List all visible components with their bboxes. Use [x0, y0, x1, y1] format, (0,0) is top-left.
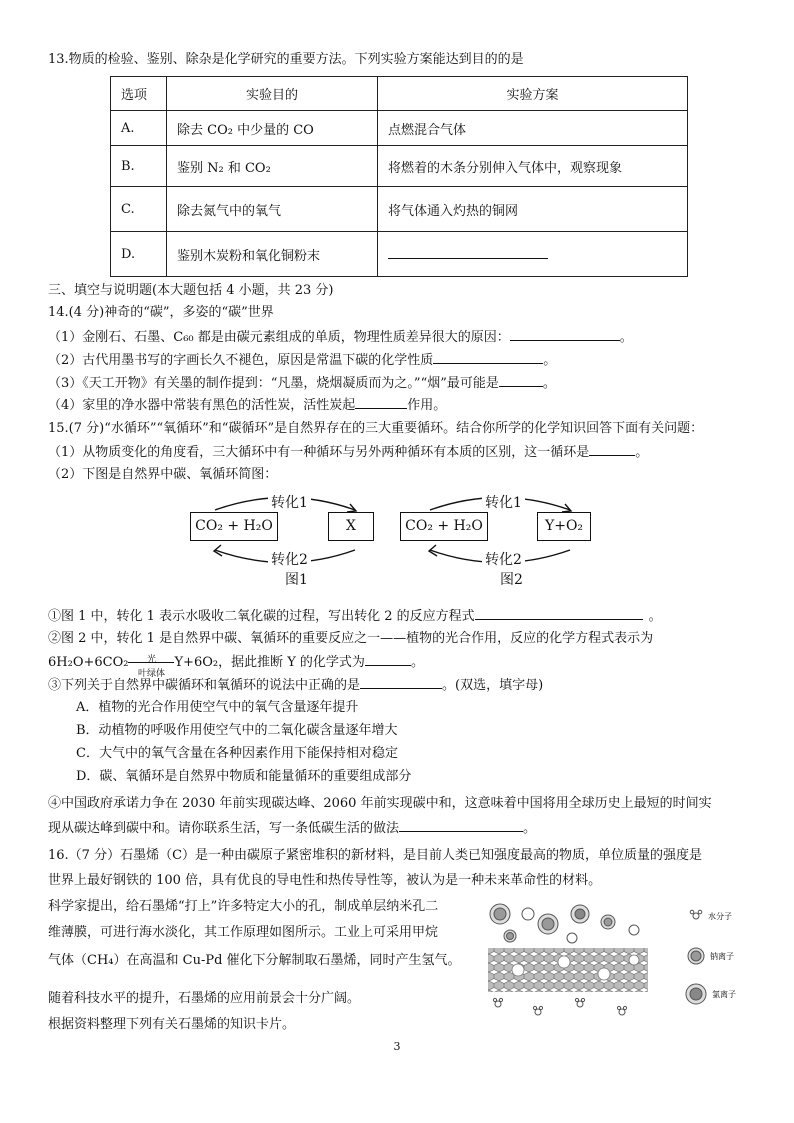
- answer-blank[interactable]: [589, 443, 635, 456]
- q15-sub1-text: ①图 1 中，转化 1 表示水吸收二氧化碳的过程，写出转化 2 的反应方程式: [48, 609, 475, 624]
- q14-part4-text: （4）家里的净水器中常装有黑色的活性炭，活性炭起: [48, 398, 356, 413]
- q15-sub2-equation: [48, 653, 424, 679]
- q15-stem: 15.(7 分)“水循环”“氧循环”和“碳循环”是自然界存在的三大重要循环。结合你所学的化学知识回答下面有关问题：: [48, 421, 704, 436]
- option-b: B．动植物的呼吸作用使空气中的二氧化碳含量逐年增大: [76, 723, 398, 738]
- period: 。: [635, 445, 649, 460]
- fig1-bottom-label: 转化2: [268, 549, 311, 569]
- q14-part3-text: （3）《天工开物》有关墨的制作提到：“凡墨，烧烟凝质而为之。”“烟”最可能是: [48, 376, 499, 391]
- table-cell-goal: 鉴别 N₂ 和 CO₂: [167, 146, 378, 187]
- answer-blank[interactable]: [399, 819, 523, 832]
- graphene-membrane-illustration: [484, 900, 784, 1025]
- q14-stem: 14.(4 分)神奇的“碳”，多姿的“碳”世界: [48, 305, 274, 320]
- table-header-plan: 实验方案: [378, 77, 688, 111]
- q15-sub4-line1: ④中国政府承诺力争在 2030 年前实现碳达峰、2060 年前实现碳中和，这意味着中国将用全球历史上最短的时间实: [48, 796, 712, 811]
- section-title: 三、填空与说明题(本大题包括 4 小题，共 23 分): [48, 283, 334, 298]
- page-number: 3: [393, 1040, 401, 1053]
- water-molecules-below: [493, 998, 626, 1015]
- period: 。: [619, 330, 633, 345]
- q16-line1: 16.（7 分）石墨烯（C）是一种由碳原子紧密堆积的新材料，是目前人类已知强度最高的物质，单位质量的强度是: [48, 848, 703, 863]
- table-row: [111, 146, 688, 187]
- option-d: D．碳、氧循环是自然界中物质和能量循环的重要组成部分: [76, 769, 412, 784]
- q13-stem: 13.物质的检验、鉴别、除杂是化学研究的重要方法。下列实验方案能达到目的的是: [48, 52, 524, 67]
- q16-line6: 随着科技水平的提升，石墨烯的应用前景会十分广阔。: [48, 991, 361, 1006]
- fig2-right-box: Y+O₂: [537, 512, 591, 541]
- table-cell-option: A.: [111, 111, 167, 146]
- table-cell-plan: 点燃混合气体: [378, 111, 688, 146]
- ion-particles-above: [490, 904, 639, 943]
- legend-sodium-label: 钠离子: [710, 952, 734, 961]
- period: 。: [542, 376, 556, 391]
- fig2-bottom-label: 转化2: [482, 549, 525, 569]
- q15-part1: [48, 443, 648, 462]
- table-row: [111, 111, 688, 146]
- answer-blank[interactable]: [433, 351, 543, 364]
- answer-blank[interactable]: [499, 374, 543, 387]
- q15-sub3: [48, 676, 543, 695]
- period: 。: [543, 353, 557, 368]
- period: 。: [410, 655, 424, 670]
- period: 。: [523, 821, 537, 836]
- q16-line2: 世界上最好钢铁的 100 倍，具有优良的导电性和热传导性等，被认为是一种未来革命性的材料。: [48, 873, 602, 888]
- period: 。: [648, 609, 662, 624]
- answer-blank[interactable]: [365, 653, 411, 666]
- arrow-condition-above: 光: [146, 655, 156, 665]
- table-cell-goal: 鉴别木炭粉和氧化铜粉末: [167, 232, 378, 277]
- equation-reactants: 6H₂O+6CO₂: [48, 655, 129, 670]
- q14-part3: [48, 374, 556, 393]
- q15-part2: （2）下图是自然界中碳、氧循环简图：: [48, 467, 278, 482]
- table-cell-option: D.: [111, 232, 167, 277]
- fig1-caption: 图1: [285, 572, 308, 588]
- q15-sub3-tail: 。(双选，填字母): [442, 678, 544, 693]
- q14-part4-tail: 作用。: [407, 398, 447, 413]
- table-header-goal: 实验目的: [167, 77, 378, 111]
- fig2-left-box: CO₂ + H₂O: [400, 512, 488, 541]
- option-c: C．大气中的氧气含量在各种因素作用下能保持相对稳定: [76, 746, 398, 761]
- q14-part1-text: （1）金刚石、石墨、C₆₀ 都是由碳元素组成的单质，物理性质差异很大的原因：: [48, 330, 510, 345]
- q14-part4: [48, 396, 446, 415]
- q15-sub2: ②图 2 中，转化 1 是自然界中碳、氧循环的重要反应之一——植物的光合作用，反应的化学方程式表示为: [48, 631, 654, 646]
- option-a: A．植物的光合作用使空气中的氧气含量逐年提升: [76, 700, 359, 715]
- experiment-table: [110, 76, 688, 277]
- q16-line7: 根据资料整理下列有关石墨烯的知识卡片。: [48, 1017, 296, 1032]
- q14-part1: [48, 328, 633, 347]
- legend-water-label: 水分子: [708, 912, 732, 921]
- arrow-condition-below: 叶绿体: [137, 669, 165, 679]
- answer-blank[interactable]: [510, 328, 620, 341]
- answer-blank[interactable]: [475, 607, 643, 620]
- arrow-line: [128, 662, 174, 663]
- q15-sub3-text: ③下列关于自然界中碳循环和氧循环的说法中正确的是: [48, 678, 361, 693]
- equation-products: Y+6O₂，据此推断 Y 的化学式为: [174, 655, 365, 670]
- table-cell-option: B.: [111, 146, 167, 187]
- fig1-right-box: X: [328, 512, 374, 541]
- reaction-arrow: [128, 653, 174, 679]
- answer-blank[interactable]: [360, 676, 442, 689]
- fig2-caption: 图2: [500, 572, 523, 588]
- q15-sub4-text: 现从碳达峰到碳中和。请你联系生活，写一条低碳生活的做法: [48, 821, 400, 836]
- table-row: [111, 187, 688, 232]
- table-cell-plan[interactable]: [378, 232, 688, 277]
- table-cell-goal: 除去氮气中的氧气: [167, 187, 378, 232]
- table-header-option: 选项: [111, 77, 167, 111]
- table-cell-goal: 除去 CO₂ 中少量的 CO: [167, 111, 378, 146]
- q15-sub1: [48, 607, 662, 626]
- table-cell-plan: 将燃着的木条分别伸入气体中，观察现象: [378, 146, 688, 187]
- table-cell-plan: 将气体通入灼热的铜网: [378, 187, 688, 232]
- fig1-top-label: 转化1: [268, 492, 311, 512]
- q16-line4: 维薄膜，可进行海水淡化，其工作原理如图所示。工业上可采用甲烷: [48, 925, 439, 940]
- fig2-top-label: 转化1: [482, 492, 525, 512]
- q16-line3: 科学家提出，给石墨烯“打上”许多特定大小的孔，制成单层纳米孔二: [48, 899, 439, 914]
- legend: [686, 910, 706, 1004]
- q14-part2: [48, 351, 556, 370]
- fig1-left-box: CO₂ + H₂O: [190, 512, 278, 541]
- legend-chlorine-label: 氯离子: [712, 990, 736, 999]
- q14-part2-text: （2）古代用墨书写的字画长久不褪色，原因是常温下碳的化学性质: [48, 353, 434, 368]
- q16-line5: 气体（CH₄）在高温和 Cu-Pd 催化下分解制取石墨烯，同时产生氢气。: [48, 953, 461, 968]
- q15-part1-text: （1）从物质变化的角度看，三大循环中有一种循环与另外两种循环有本质的区别，这一循环是: [48, 445, 590, 460]
- table-cell-option: C.: [111, 187, 167, 232]
- q15-sub4-line2: [48, 819, 536, 838]
- answer-blank[interactable]: [355, 396, 407, 409]
- table-row: [111, 232, 688, 277]
- answer-blank-d[interactable]: [388, 246, 548, 259]
